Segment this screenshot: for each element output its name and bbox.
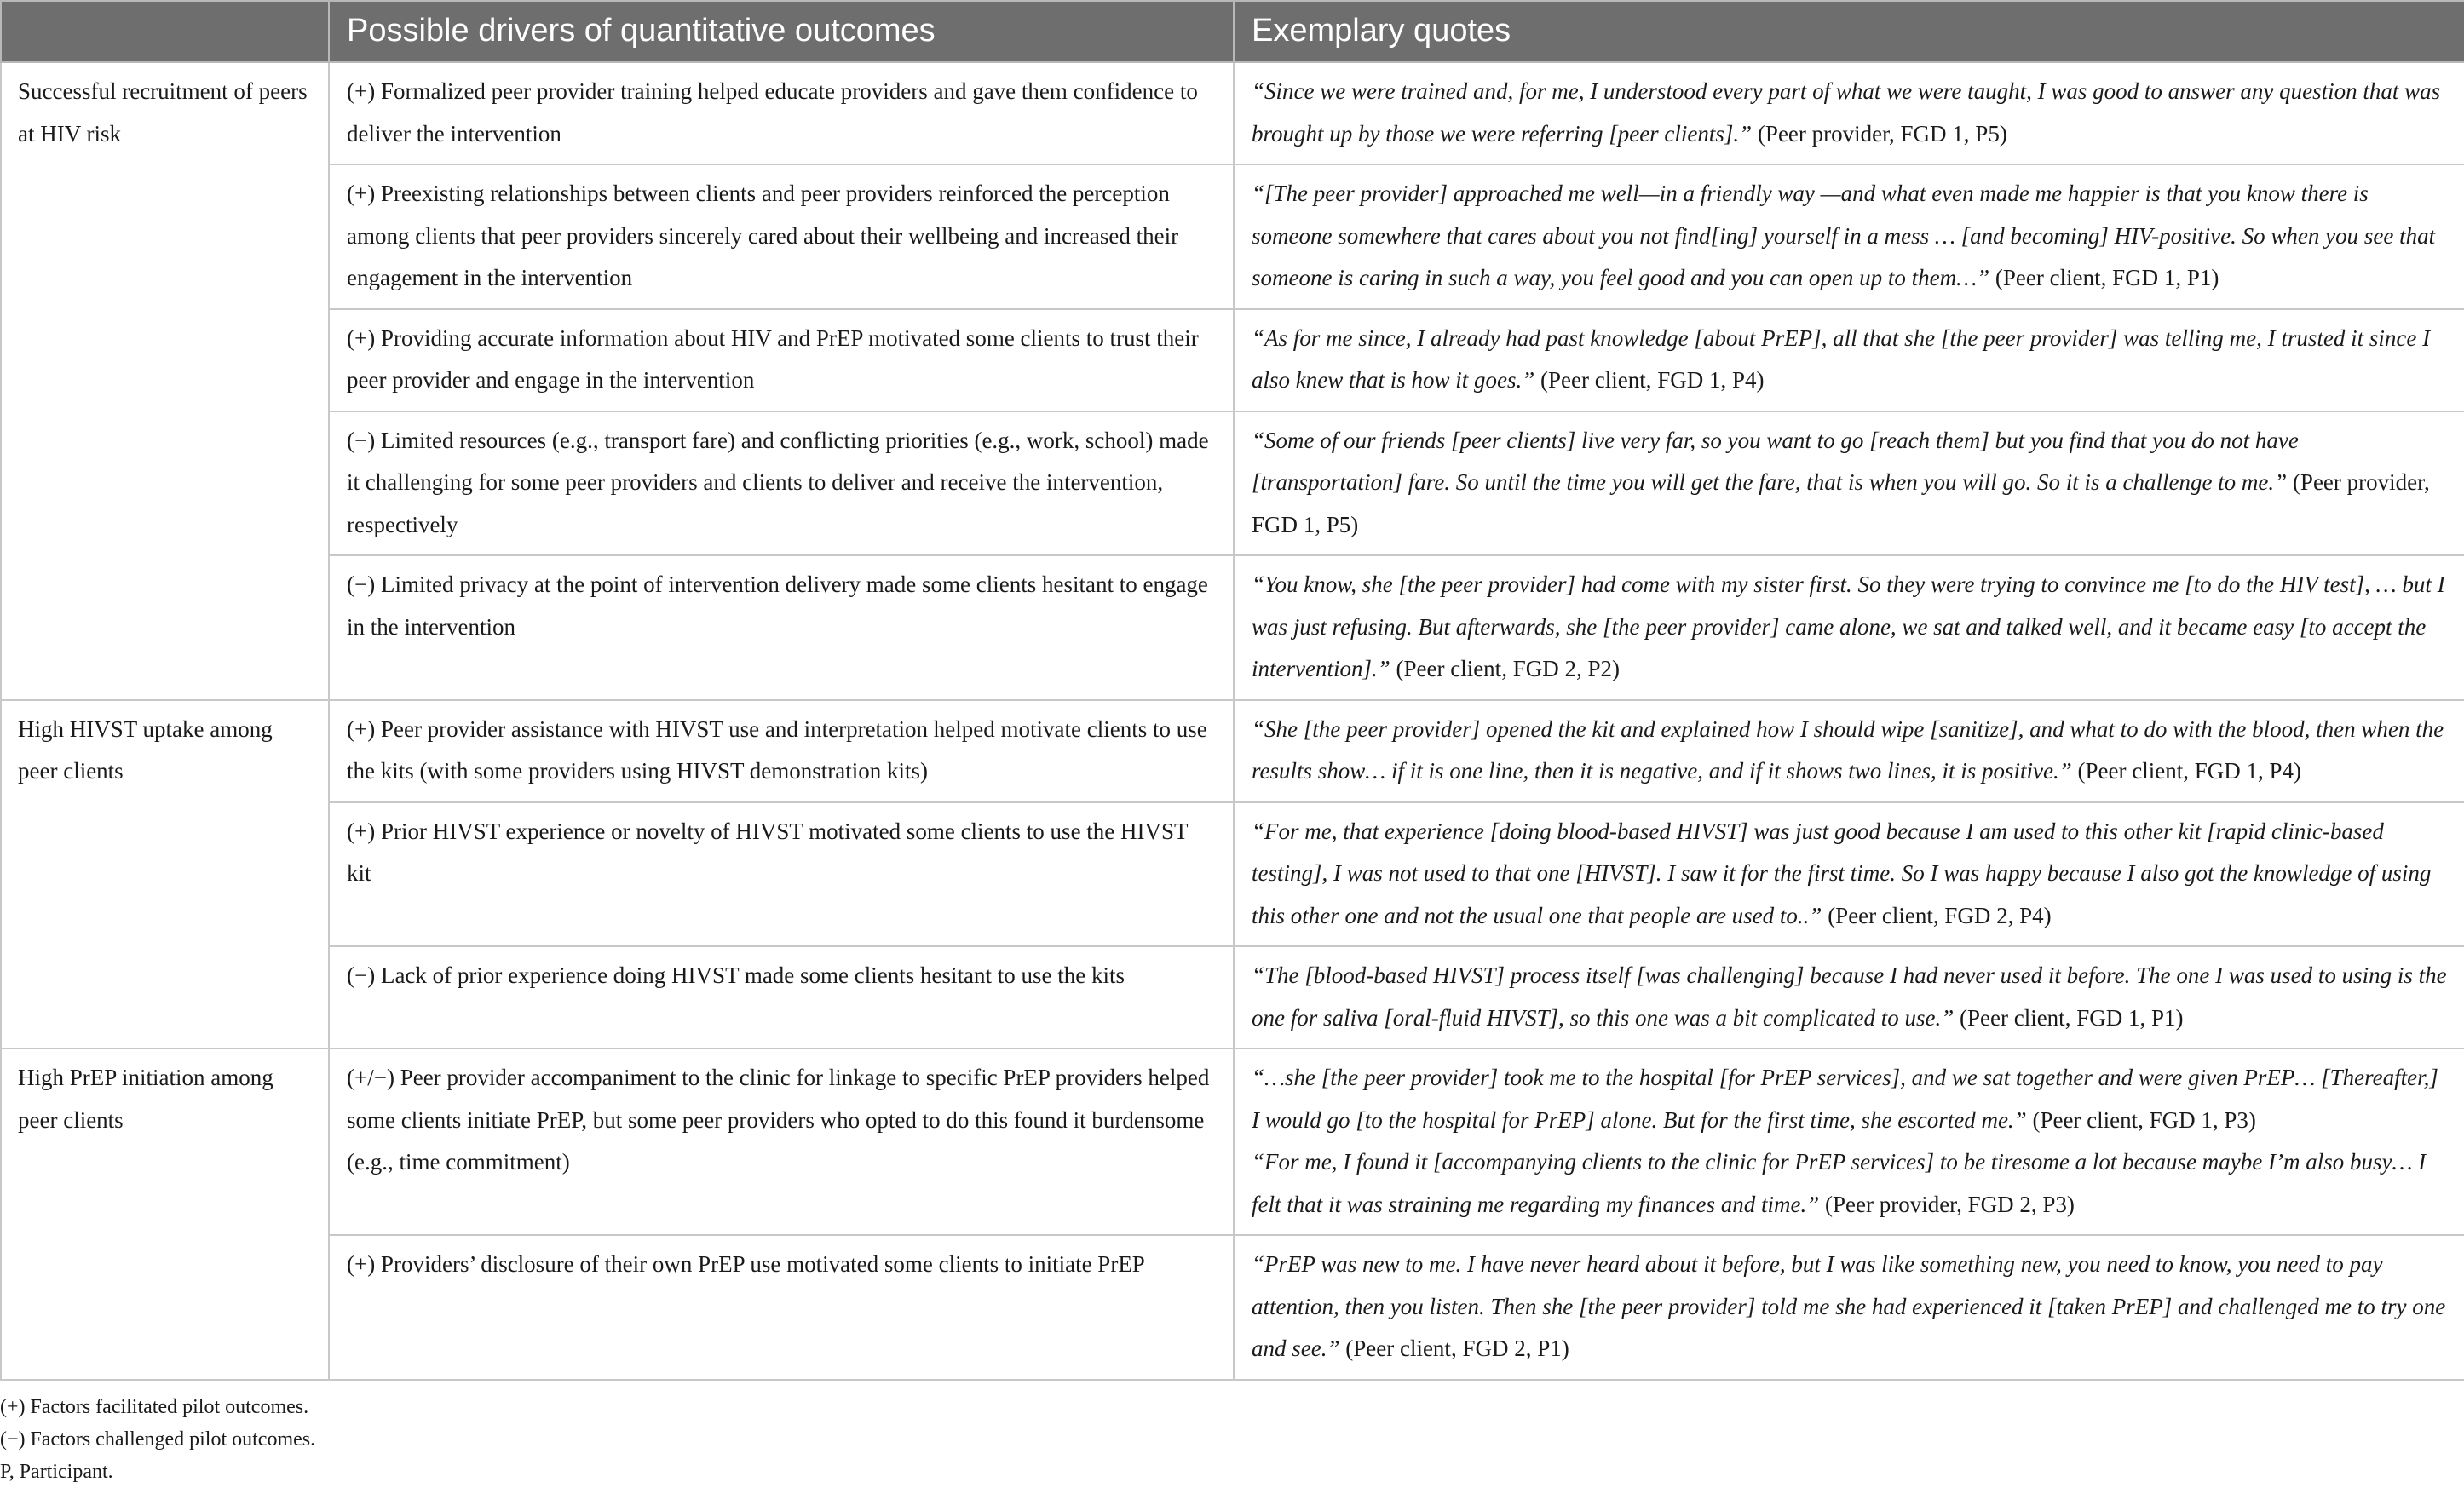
table-row <box>1 164 2464 309</box>
quote-paragraph <box>1252 1244 2447 1370</box>
quote-paragraph <box>1252 1141 2447 1226</box>
table-row <box>1 946 2464 1048</box>
quote-paragraph <box>1252 709 2447 793</box>
driver-cell: (−) Limited resources (e.g., transport fare) and conflicting priorities (e.g., work, school) made it challenging for some peer providers and clients to deliver and receive the intervention, respectively <box>329 411 1234 556</box>
quote-text: “You know, she [the peer provider] had come with my sister first. So they were trying to convince me [to do the HIV test], … but I was just refusing. But afterwards, she [the peer provider] came alone, we sat and talked well, and it became easy [to accept the intervention].” <box>1252 572 2445 681</box>
quote-cell <box>1234 1048 2464 1235</box>
quote-source: (Peer client, FGD 1, P3) <box>2032 1106 2256 1133</box>
table-header-row <box>1 1 2464 62</box>
outcome-cell: High HIVST uptake among peer clients <box>1 700 329 1049</box>
quote-source: (Peer client, FGD 1, P4) <box>2077 758 2301 784</box>
quote-paragraph <box>1252 1057 2447 1141</box>
quote-cell <box>1234 164 2464 309</box>
table-body <box>1 62 2464 1380</box>
footnote-participant: P, Participant. <box>0 1460 113 1483</box>
quote-text: “She [the peer provider] opened the kit and explained how I should wipe [sanitize], and what to do with the blood, then when the results show… if it is one line, then it is negative, and if it shows two lines, it is positive.” <box>1252 715 2444 784</box>
driver-cell: (+) Providing accurate information about HIV and PrEP motivated some clients to trust their peer provider and engage in the intervention <box>329 309 1234 411</box>
driver-cell: (+/−) Peer provider accompaniment to the clinic for linkage to specific PrEP providers helped some clients initiate PrEP, but some peer providers who opted to do this found it burdensome (e.g., time commitment) <box>329 1048 1234 1235</box>
quote-paragraph <box>1252 564 2447 691</box>
quote-text: “The [blood-based HIVST] process itself [was challenging] because I had never used it before. The one I was used to using is the one for saliva [oral-fluid HIVST], so this one was a bit complicated to use.” <box>1252 962 2447 1031</box>
table-row <box>1 555 2464 700</box>
quote-text: “For me, that experience [doing blood-based HIVST] was just good because I am used to this other kit [rapid clinic-based testing], I was not used to that one [HIVST]. I saw it for the first time. So I was happy because I also got the knowledge of using this other one and not the usual one that people are used to..” <box>1252 818 2432 928</box>
quote-source: (Peer client, FGD 2, P1) <box>1345 1336 1569 1361</box>
quote-cell <box>1234 555 2464 700</box>
driver-cell: (−) Lack of prior experience doing HIVST made some clients hesitant to use the kits <box>329 946 1234 1048</box>
quote-source: (Peer client, FGD 1, P1) <box>1995 265 2219 290</box>
driver-cell: (+) Peer provider assistance with HIVST use and interpretation helped motivate clients to use the kits (with some providers using HIVST demonstration kits) <box>329 700 1234 802</box>
driver-cell: (+) Prior HIVST experience or novelty of HIVST motivated some clients to use the HIVST kit <box>329 802 1234 947</box>
header-quotes: Exemplary quotes <box>1234 1 2464 62</box>
table-row <box>1 411 2464 556</box>
quote-paragraph <box>1252 173 2447 300</box>
outcome-cell: High PrEP initiation among peer clients <box>1 1048 329 1380</box>
quote-text: “Some of our friends [peer clients] live very far, so you want to go [reach them] but you find that you do not have [transportation] fare. So until the time you will get the fare, that is when you will go. So it is a challenge to me.” <box>1252 427 2299 495</box>
quote-source: (Peer provider, FGD 1, P5) <box>1252 469 2430 537</box>
table-row <box>1 802 2464 947</box>
quote-text: “Since we were trained and, for me, I understood every part of what we were taught, I was good to answer any question that was brought up by those we were referring [peer clients].” <box>1252 78 2441 147</box>
table-footnotes <box>0 1381 2464 1488</box>
table-row <box>1 62 2464 164</box>
quote-cell <box>1234 62 2464 164</box>
quote-text: “As for me since, I already had past knowledge [about PrEP], all that she [the peer provider] was telling me, I trusted it since I also knew that is how it goes.” <box>1252 325 2431 393</box>
quote-source: (Peer client, FGD 2, P2) <box>1396 656 1620 681</box>
driver-cell: (−) Limited privacy at the point of intervention delivery made some clients hesitant to engage in the intervention <box>329 555 1234 700</box>
quote-cell <box>1234 802 2464 947</box>
quote-paragraph <box>1252 318 2447 402</box>
footnote-challenged: (−) Factors challenged pilot outcomes. <box>0 1428 316 1451</box>
header-outcome <box>1 1 329 62</box>
quote-cell <box>1234 309 2464 411</box>
footnote-facilitated: (+) Factors facilitated pilot outcomes. <box>0 1395 309 1418</box>
quote-text: “PrEP was new to me. I have never heard about it before, but I was like something new, you need to know, you need to pay attention, then you listen. Then she [the peer provider] told me she had experienced it [taken PrEP] and challenged me to try one and see.” <box>1252 1251 2446 1361</box>
quote-text: “For me, I found it [accompanying clients to the clinic for PrEP services] to be tiresome a lot because maybe I’m also busy… I felt that it was straining me regarding my finances and time.” <box>1252 1149 2427 1217</box>
table-row <box>1 700 2464 802</box>
quote-cell <box>1234 946 2464 1048</box>
quote-cell <box>1234 411 2464 556</box>
quote-cell <box>1234 700 2464 802</box>
quote-text: “[The peer provider] approached me well—in a friendly way —and what even made me happier is that you know there is someone somewhere that cares about you not find[ing] yourself in a mess … [and becoming] HIV-positive. So when you see that someone is caring in such a way, you feel good and you can open up to them…” <box>1252 181 2436 290</box>
table-row <box>1 1235 2464 1380</box>
quote-paragraph <box>1252 420 2447 547</box>
quote-source: (Peer provider, FGD 1, P5) <box>1757 120 2007 147</box>
driver-cell: (+) Preexisting relationships between clients and peer providers reinforced the perception among clients that peer providers sincerely cared about their wellbeing and increased their engagement in the intervention <box>329 164 1234 309</box>
quote-source: (Peer provider, FGD 2, P3) <box>1824 1191 2075 1217</box>
quote-source: (Peer client, FGD 1, P4) <box>1540 367 1765 393</box>
quote-cell <box>1234 1235 2464 1380</box>
quote-source: (Peer client, FGD 2, P4) <box>1828 902 2052 928</box>
table-row <box>1 1048 2464 1235</box>
driver-cell: (+) Formalized peer provider training helped educate providers and gave them confidence to deliver the intervention <box>329 62 1234 164</box>
quote-paragraph <box>1252 71 2447 155</box>
header-drivers: Possible drivers of quantitative outcomes <box>329 1 1234 62</box>
quote-paragraph <box>1252 955 2447 1039</box>
driver-cell: (+) Providers’ disclosure of their own PrEP use motivated some clients to initiate PrEP <box>329 1235 1234 1380</box>
quote-paragraph <box>1252 811 2447 938</box>
table-row <box>1 309 2464 411</box>
outcome-cell: Successful recruitment of peers at HIV risk <box>1 62 329 700</box>
quote-text: “…she [the peer provider] took me to the hospital [for PrEP services], and we sat together and were given PrEP… [Thereafter,] I would go [to the hospital for PrEP] alone. But for the first time, she escorted me.” <box>1252 1065 2438 1133</box>
quote-source: (Peer client, FGD 1, P1) <box>1960 1004 2184 1031</box>
